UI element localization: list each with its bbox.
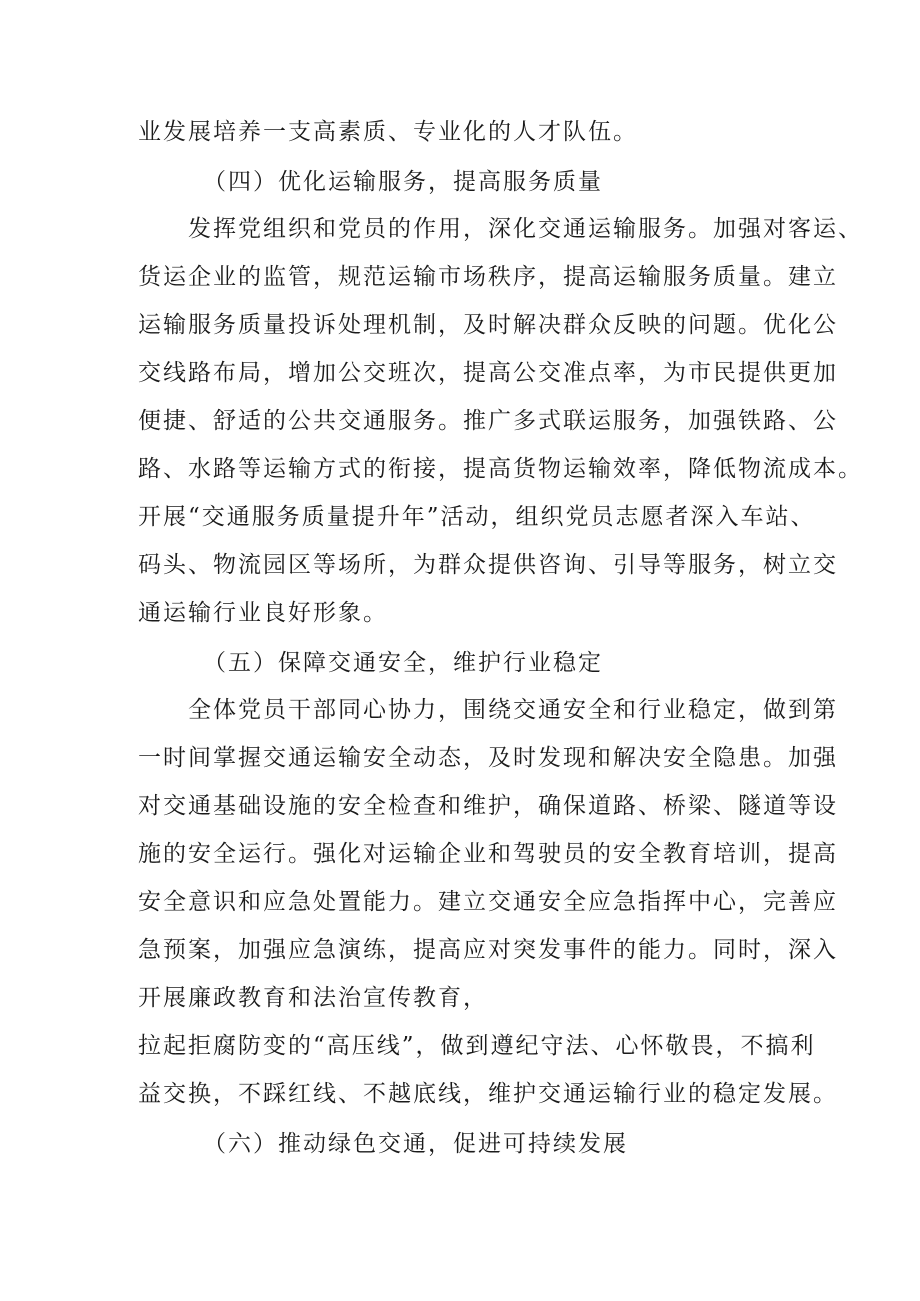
body-text-line: 业发展培养一支高素质、专业化的人才队伍。: [138, 119, 638, 145]
section-heading-5: （五）保障交通安全，维护行业稳定: [203, 650, 603, 676]
body-text-line: 通运输行业良好形象。: [138, 600, 388, 626]
body-text-line: 运输服务质量投诉处理机制，及时解决群众反映的问题。优化公: [138, 312, 838, 338]
body-text-line: 安全意识和应急处置能力。建立交通安全应急指挥中心，完善应: [138, 889, 838, 915]
body-text-line: 开展“交通服务质量提升年”活动，组织党员志愿者深入车站、: [138, 504, 816, 530]
body-text-line: 开展廉政教育和法治宣传教育，: [138, 985, 488, 1011]
body-text-line: 货运企业的监管，规范运输市场秩序，提高运输服务质量。建立: [138, 264, 838, 290]
body-text-line: 码头、物流园区等场所，为群众提供咨询、引导等服务，树立交: [138, 552, 838, 578]
body-text-line: 便捷、舒适的公共交通服务。推广多式联运服务，加强铁路、公: [138, 408, 838, 434]
body-text-line: 全体党员干部同心协力，围绕交通安全和行业稳定，做到第: [188, 697, 838, 723]
body-text-line: 施的安全运行。强化对运输企业和驾驶员的安全教育培训，提高: [138, 841, 838, 867]
body-text-line: 益交换，不踩红线、不越底线，维护交通运输行业的稳定发展。: [138, 1081, 838, 1107]
section-heading-6: （六）推动绿色交通，促进可持续发展: [203, 1131, 628, 1157]
body-text-line: 急预案，加强应急演练，提高应对突发事件的能力。同时，深入: [138, 937, 838, 963]
body-text-line: 交线路布局，增加公交班次，提高公交准点率，为市民提供更加: [138, 360, 838, 386]
body-text-line: 拉起拒腐防变的“高压线”，做到遵纪守法、心怀敬畏，不搞利: [138, 1033, 816, 1059]
body-text-line: 路、水路等运输方式的衔接，提高货物运输效率，降低物流成本。: [138, 456, 863, 482]
body-text-line: 发挥党组织和党员的作用，深化交通运输服务。加强对客运、: [188, 216, 863, 242]
body-text-line: 对交通基础设施的安全检查和维护，确保道路、桥梁、隧道等设: [138, 793, 838, 819]
section-heading-4: （四）优化运输服务，提高服务质量: [203, 169, 603, 195]
body-text-line: 一时间掌握交通运输安全动态，及时发现和解决安全隐患。加强: [138, 745, 838, 771]
